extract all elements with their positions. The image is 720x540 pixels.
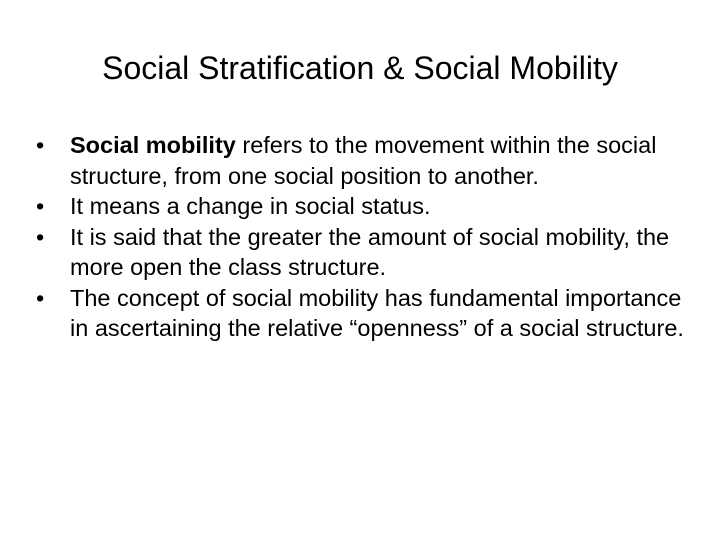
- bullet-item: [36, 191, 686, 222]
- slide-title: Social Stratification & Social Mobility: [102, 50, 618, 86]
- bullet-item: [36, 130, 686, 191]
- bullet-text: It is said that the greater the amount of social mobility, the more open the class structure.: [70, 223, 670, 280]
- bullet-marker: •: [36, 223, 45, 250]
- bullet-marker: •: [36, 132, 45, 158]
- bullet-item: [36, 283, 686, 344]
- bullet-text: It means a change in social status.: [70, 193, 431, 219]
- bullet-marker: •: [36, 284, 45, 311]
- bullet-text: The concept of social mobility has fundamental importance in ascertaining the relative “openness” of a social structure.: [70, 284, 684, 341]
- bullet-text: refers to the movement within the social structure, from one social position to another.: [70, 132, 657, 189]
- bullet-marker: •: [36, 193, 45, 219]
- bullet-list: [36, 130, 686, 344]
- bullet-bold-term: Social mobility: [70, 132, 236, 158]
- bullet-item: [36, 222, 686, 283]
